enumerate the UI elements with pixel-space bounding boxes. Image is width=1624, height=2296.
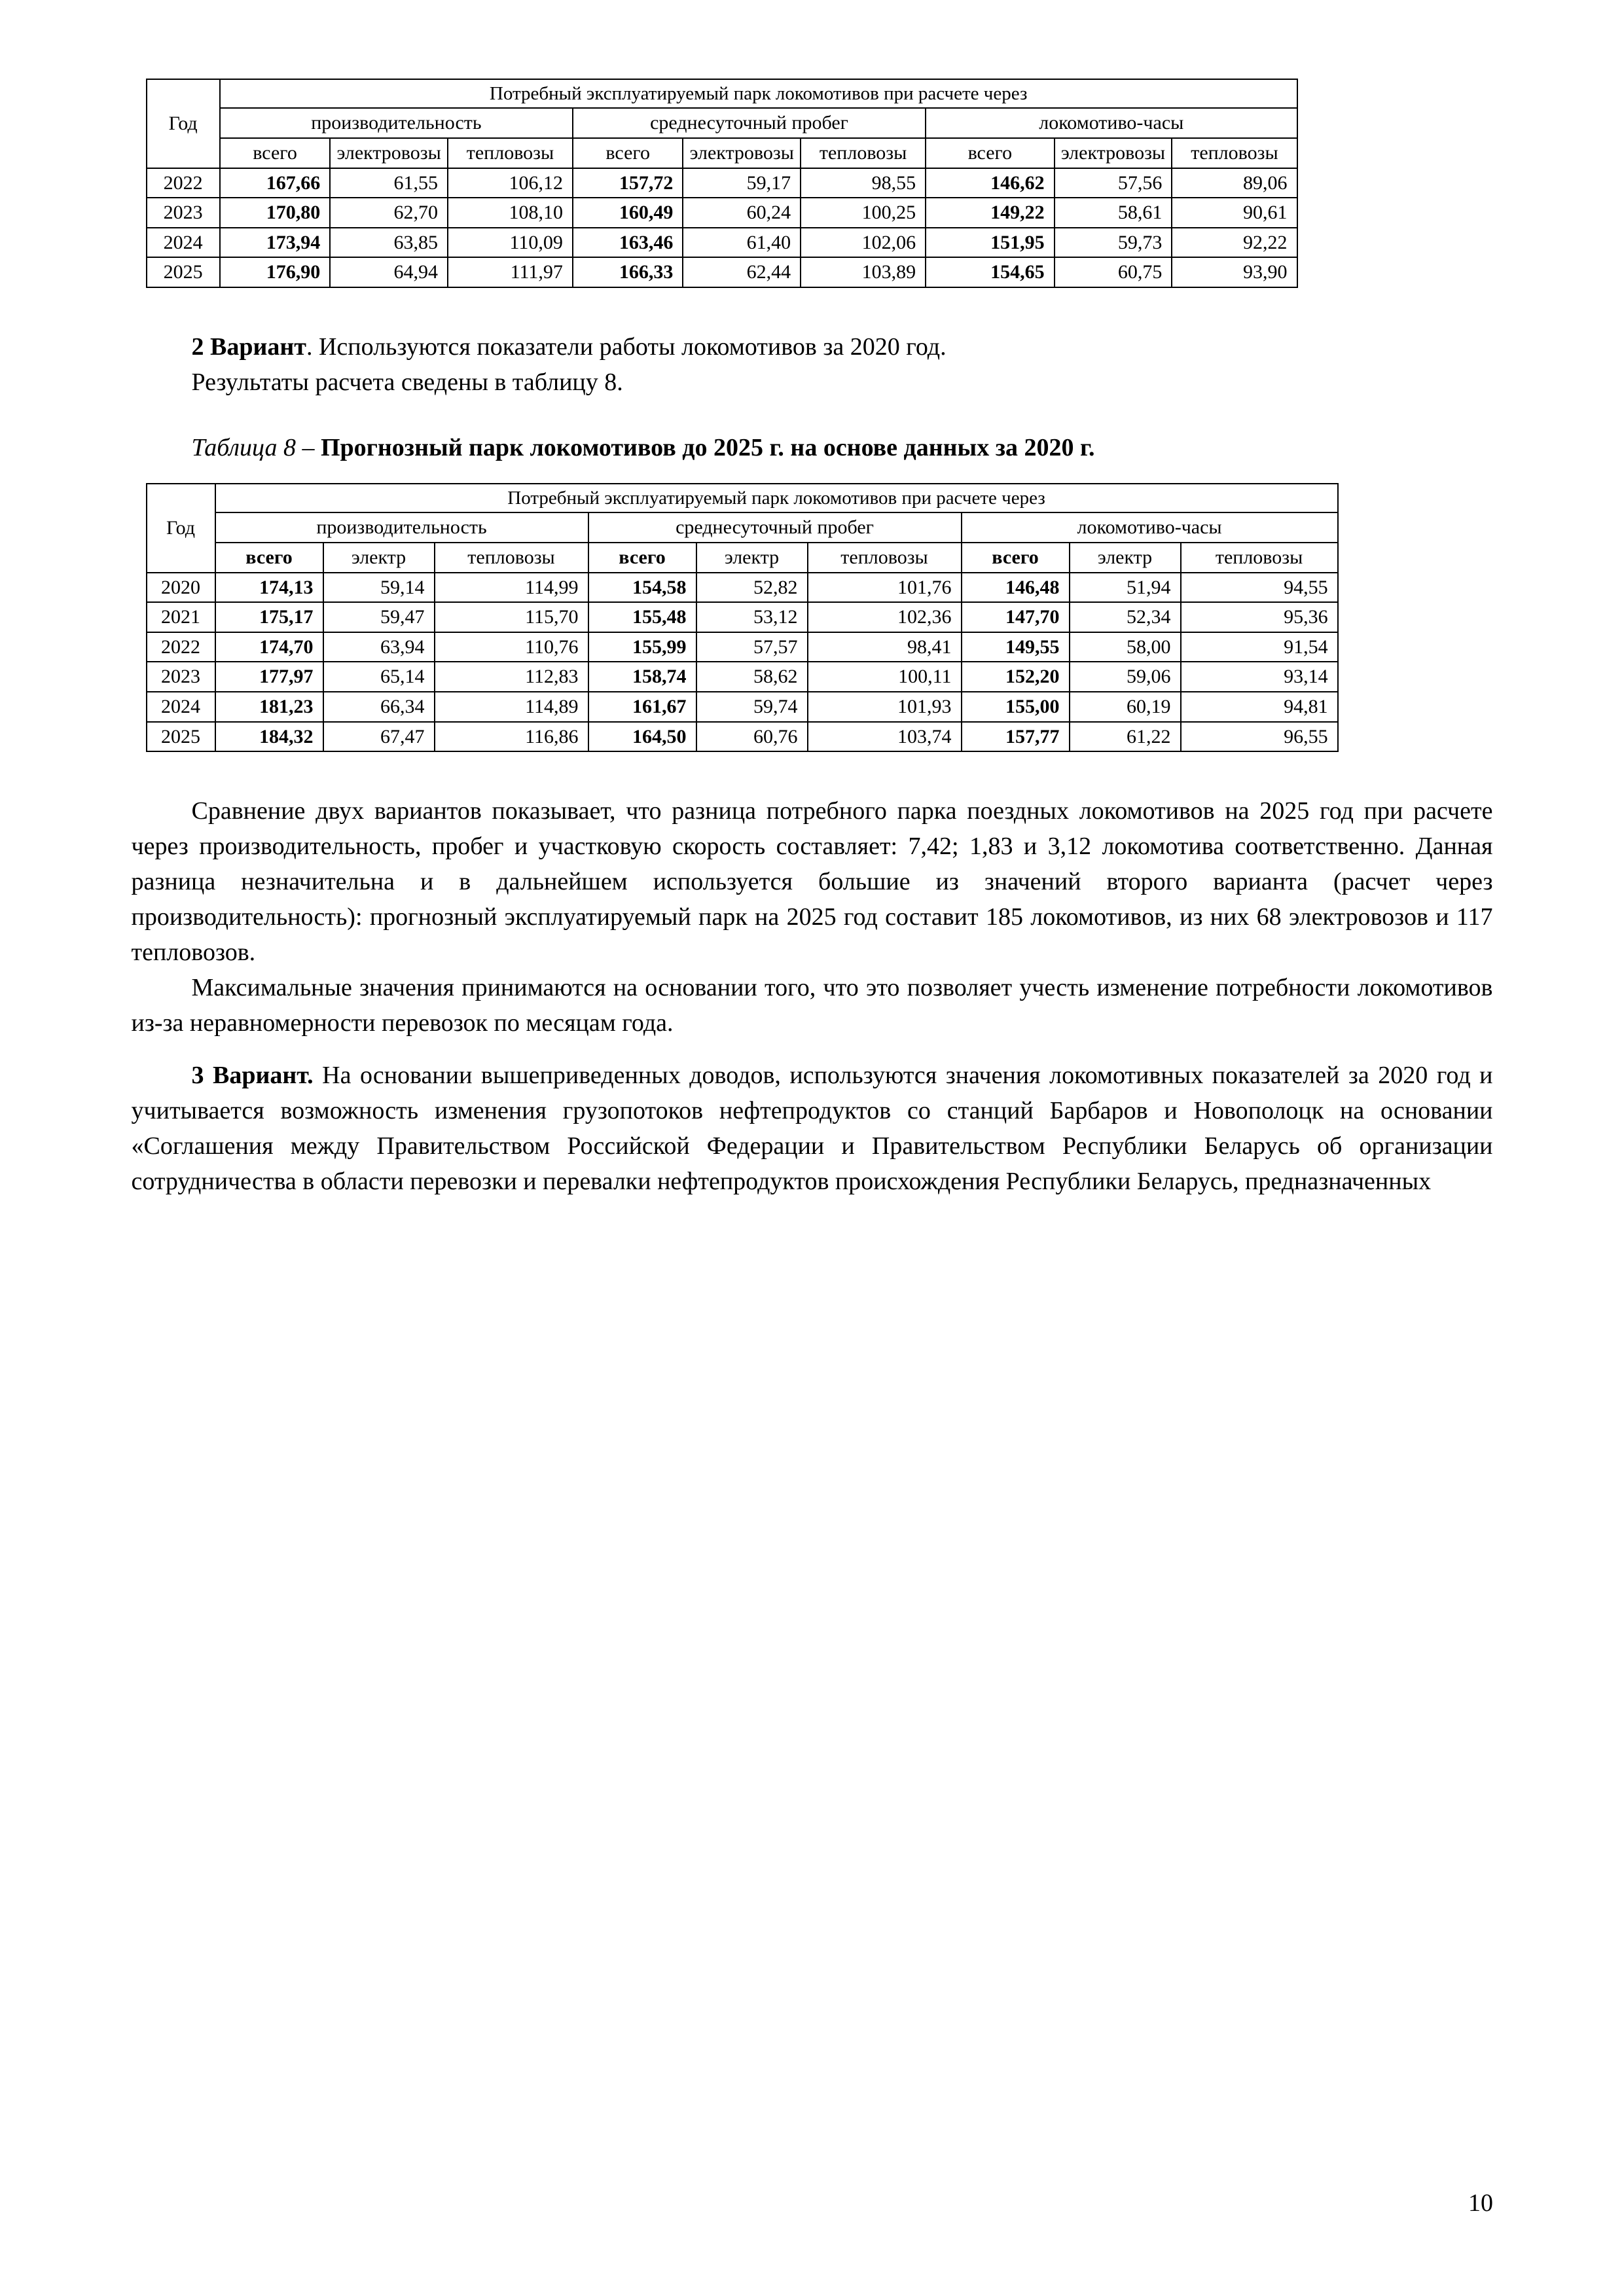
header-cell-sub-0: всего [220,138,330,168]
cell-value: 174,13 [215,573,323,603]
cell-value: 115,70 [435,602,588,632]
cell-value: 149,55 [962,632,1070,662]
cell-value: 151,95 [926,228,1055,258]
forecast-fleet-table-2020-2025 [146,483,1339,752]
variant-2-label: 2 Вариант [191,333,306,361]
header-cell-top-span: Потребный эксплуатируемый парк локомотивов при расчете через [220,79,1297,108]
header-cell-sub-4: электровозы [683,138,801,168]
cell-value: 111,97 [448,257,573,287]
cell-value: 65,14 [323,662,435,692]
cell-year: 2022 [147,168,220,198]
cell-value: 59,74 [696,692,808,722]
header-cell-sub-3: всего [588,543,696,573]
cell-value: 59,47 [323,602,435,632]
table-row [147,198,1297,228]
cell-value: 147,70 [962,602,1070,632]
cell-value: 60,24 [683,198,801,228]
cell-value: 155,00 [962,692,1070,722]
cell-value: 59,06 [1070,662,1181,692]
header-cell-sub-6: всего [926,138,1055,168]
page-content [132,79,1493,1200]
paragraph-variant-2 [132,330,1493,365]
cell-value: 175,17 [215,602,323,632]
table-row [147,257,1297,287]
cell-value: 57,56 [1055,168,1172,198]
cell-value: 60,19 [1070,692,1181,722]
cell-value: 95,36 [1181,602,1338,632]
table-row [147,722,1338,752]
cell-year: 2022 [147,632,215,662]
cell-value: 154,65 [926,257,1055,287]
header-cell-group-productivity: производительность [215,512,588,543]
cell-value: 94,55 [1181,573,1338,603]
header-cell-group-daily-run: среднесуточный пробег [588,512,962,543]
header-cell-sub-4: электр [696,543,808,573]
cell-value: 98,41 [808,632,962,662]
cell-year: 2024 [147,692,215,722]
header-cell-sub-1: электровозы [330,138,448,168]
forecast-fleet-table-2022-2025 [146,79,1298,288]
table-row [147,692,1338,722]
cell-value: 67,47 [323,722,435,752]
cell-value: 114,99 [435,573,588,603]
cell-value: 63,85 [330,228,448,258]
paragraph-variant-3 [132,1058,1493,1200]
page-number: 10 [1468,2189,1493,2217]
cell-value: 155,48 [588,602,696,632]
header-cell-sub-1: электр [323,543,435,573]
cell-value: 170,80 [220,198,330,228]
cell-value: 60,75 [1055,257,1172,287]
table-row [147,602,1338,632]
cell-value: 110,76 [435,632,588,662]
cell-value: 66,34 [323,692,435,722]
cell-value: 177,97 [215,662,323,692]
cell-year: 2023 [147,662,215,692]
table-row [147,632,1338,662]
table-header-row [147,484,1338,512]
cell-value: 102,36 [808,602,962,632]
cell-value: 173,94 [220,228,330,258]
cell-year: 2023 [147,198,220,228]
cell-value: 100,11 [808,662,962,692]
cell-value: 59,73 [1055,228,1172,258]
cell-value: 157,77 [962,722,1070,752]
header-cell-sub-5: тепловозы [808,543,962,573]
header-cell-top-span: Потребный эксплуатируемый парк локомотивов при расчете через [215,484,1338,512]
variant-2-text: . Используются показатели работы локомотивов за 2020 год. [306,333,947,361]
cell-value: 157,72 [573,168,683,198]
table-row [147,168,1297,198]
cell-value: 181,23 [215,692,323,722]
cell-value: 146,62 [926,168,1055,198]
cell-value: 155,99 [588,632,696,662]
paragraph-results [132,365,1493,401]
cell-value: 58,62 [696,662,808,692]
cell-value: 57,57 [696,632,808,662]
cell-value: 61,22 [1070,722,1181,752]
cell-year: 2020 [147,573,215,603]
table-8-caption [132,431,1493,466]
cell-value: 112,83 [435,662,588,692]
header-cell-sub-6: всего [962,543,1070,573]
table-header-row [147,543,1338,573]
cell-value: 61,40 [683,228,801,258]
paragraph-maximum-values: Максимальные значения принимаются на основании того, что это позволяет учесть изменение потребности локомотивов из-за неравномерности перевозок по месяцам года. [131,973,1493,1037]
variant-3-text: На основании вышеприведенных доводов, используются значения локомотивных показателей за 2020 год и учитывается возможность изменения грузопотоков нефтепродуктов со станций Барбаров и Новополоцк на основании «Соглашения между Правительством Российской Федерации и Правительством Республики Беларусь об организации сотрудничества в области перевозки и перевалки нефтепродуктов происхождения Республики Беларусь, предназначенных [131,1061,1493,1195]
cell-value: 184,32 [215,722,323,752]
cell-value: 52,82 [696,573,808,603]
cell-value: 154,58 [588,573,696,603]
cell-value: 92,22 [1172,228,1297,258]
cell-value: 146,48 [962,573,1070,603]
cell-value: 158,74 [588,662,696,692]
cell-value: 51,94 [1070,573,1181,603]
cell-value: 102,06 [801,228,926,258]
cell-value: 103,89 [801,257,926,287]
cell-year: 2025 [147,722,215,752]
cell-value: 93,14 [1181,662,1338,692]
table-row [147,573,1338,603]
cell-value: 103,74 [808,722,962,752]
cell-value: 61,55 [330,168,448,198]
cell-value: 108,10 [448,198,573,228]
header-cell-sub-7: электровозы [1055,138,1172,168]
cell-value: 116,86 [435,722,588,752]
cell-year: 2021 [147,602,215,632]
header-cell-sub-0: всего [215,543,323,573]
table-8-caption-label: Таблица 8 [191,433,296,461]
cell-value: 106,12 [448,168,573,198]
cell-value: 114,89 [435,692,588,722]
cell-value: 53,12 [696,602,808,632]
header-cell-sub-7: электр [1070,543,1181,573]
cell-value: 110,09 [448,228,573,258]
header-cell-group-productivity: производительность [220,108,573,138]
cell-value: 166,33 [573,257,683,287]
cell-value: 89,06 [1172,168,1297,198]
cell-value: 60,76 [696,722,808,752]
header-cell-sub-3: всего [573,138,683,168]
cell-value: 58,00 [1070,632,1181,662]
header-cell-group-loco-hours: локомотиво-часы [962,512,1338,543]
table-row [147,662,1338,692]
table-header-row [147,512,1338,543]
cell-value: 58,61 [1055,198,1172,228]
header-cell-sub-5: тепловозы [801,138,926,168]
table-header-row [147,108,1297,138]
header-cell-group-daily-run: среднесуточный пробег [573,108,926,138]
cell-value: 101,93 [808,692,962,722]
cell-value: 90,61 [1172,198,1297,228]
variant-3-label: 3 Вариант. [191,1061,314,1089]
cell-value: 174,70 [215,632,323,662]
paragraph-comparison: Сравнение двух вариантов показывает, что разница потребного парка поездных локомотивов на 2025 год при расчете через производительность, пробег и участковую скорость составляет: 7,42; 1,83 и 3,12 локомотива соответственно. Данная разница незначительна и в дальнейшем используется большие из значений второго варианта (расчет через производительность): прогнозный эксплуатируемый парк на 2025 год составит 185 локомотивов, из них 68 электровозов и 117 тепловозов. [131,797,1493,966]
cell-year: 2025 [147,257,220,287]
header-cell-year: Год [147,79,220,168]
header-cell-sub-2: тепловозы [448,138,573,168]
cell-value: 98,55 [801,168,926,198]
cell-value: 96,55 [1181,722,1338,752]
cell-value: 164,50 [588,722,696,752]
header-cell-group-loco-hours: локомотиво-часы [926,108,1297,138]
header-cell-year: Год [147,484,215,573]
table-header-row [147,79,1297,108]
table-header-row [147,138,1297,168]
table-row [147,228,1297,258]
results-text: Результаты расчета сведены в таблицу 8. [191,368,623,396]
cell-value: 152,20 [962,662,1070,692]
cell-value: 161,67 [588,692,696,722]
cell-year: 2024 [147,228,220,258]
header-cell-sub-8: тепловозы [1181,543,1338,573]
table-8-caption-title: Прогнозный парк локомотивов до 2025 г. на основе данных за 2020 г. [320,433,1095,461]
cell-value: 93,90 [1172,257,1297,287]
table-8-caption-dash: – [295,433,321,461]
header-cell-sub-2: тепловозы [435,543,588,573]
cell-value: 64,94 [330,257,448,287]
cell-value: 149,22 [926,198,1055,228]
cell-value: 101,76 [808,573,962,603]
cell-value: 94,81 [1181,692,1338,722]
cell-value: 52,34 [1070,602,1181,632]
cell-value: 167,66 [220,168,330,198]
cell-value: 59,17 [683,168,801,198]
cell-value: 62,44 [683,257,801,287]
cell-value: 176,90 [220,257,330,287]
cell-value: 63,94 [323,632,435,662]
cell-value: 62,70 [330,198,448,228]
cell-value: 163,46 [573,228,683,258]
header-cell-sub-8: тепловозы [1172,138,1297,168]
cell-value: 59,14 [323,573,435,603]
cell-value: 160,49 [573,198,683,228]
cell-value: 100,25 [801,198,926,228]
cell-value: 91,54 [1181,632,1338,662]
